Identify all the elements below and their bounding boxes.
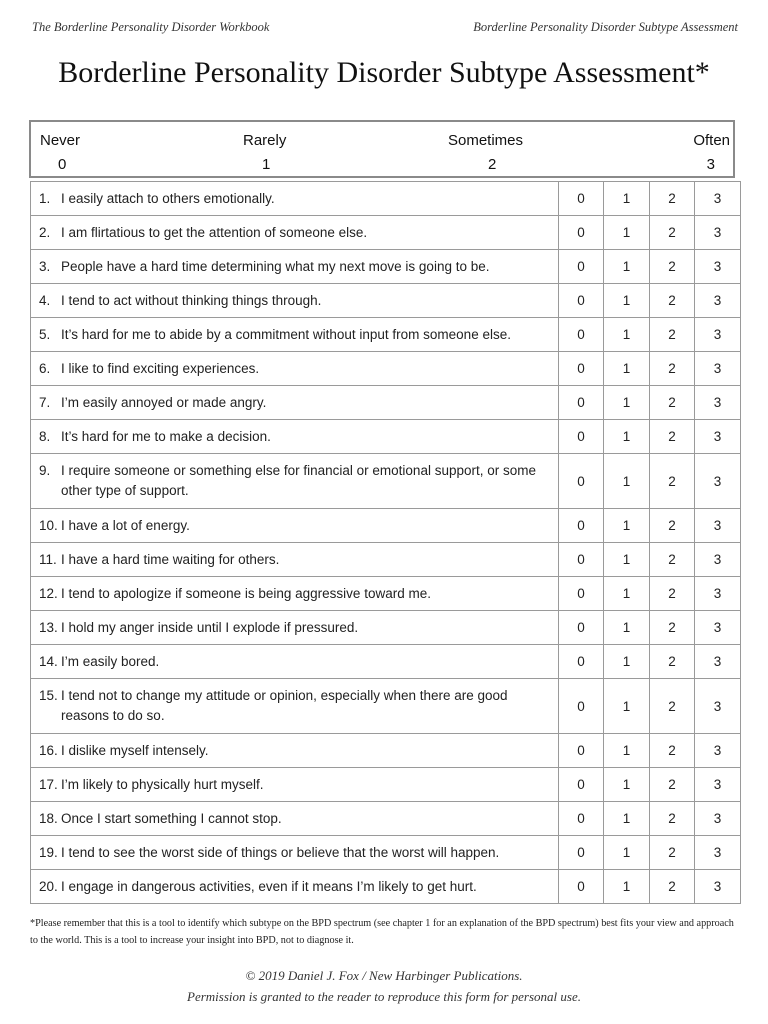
rating-option-3[interactable]: 3 bbox=[695, 352, 741, 386]
rating-option-0[interactable]: 0 bbox=[559, 734, 604, 768]
table-row bbox=[31, 509, 741, 543]
rating-option-1[interactable]: 1 bbox=[604, 318, 650, 352]
statement-number: 4. bbox=[39, 292, 51, 308]
statement-cell bbox=[31, 577, 559, 611]
statement-cell bbox=[31, 870, 559, 904]
rating-option-3[interactable]: 3 bbox=[695, 679, 741, 734]
scale-value-rarely: 1 bbox=[262, 156, 271, 173]
statement-text: I easily attach to others emotionally. bbox=[61, 190, 275, 206]
rating-option-2[interactable]: 2 bbox=[650, 420, 695, 454]
table-row bbox=[31, 645, 741, 679]
statement-text: I tend to apologize if someone is being aggressive toward me. bbox=[61, 585, 431, 601]
rating-option-3[interactable]: 3 bbox=[695, 645, 741, 679]
rating-option-3[interactable]: 3 bbox=[695, 420, 741, 454]
rating-option-3[interactable]: 3 bbox=[695, 870, 741, 904]
statement-cell bbox=[31, 802, 559, 836]
rating-option-1[interactable]: 1 bbox=[604, 386, 650, 420]
table-row bbox=[31, 386, 741, 420]
statement-number: 6. bbox=[39, 360, 51, 376]
rating-option-2[interactable]: 2 bbox=[650, 250, 695, 284]
rating-option-3[interactable]: 3 bbox=[695, 577, 741, 611]
running-head bbox=[32, 20, 738, 38]
rating-option-2[interactable]: 2 bbox=[650, 182, 695, 216]
statement-number: 9. bbox=[39, 463, 51, 478]
rating-option-2[interactable]: 2 bbox=[650, 577, 695, 611]
statement-cell bbox=[31, 611, 559, 645]
scale-value-sometimes: 2 bbox=[488, 156, 497, 173]
statement-text: It’s hard for me to abide by a commitment without input from someone else. bbox=[61, 326, 511, 342]
rating-option-3[interactable]: 3 bbox=[695, 182, 741, 216]
table-row bbox=[31, 679, 741, 734]
rating-option-3[interactable]: 3 bbox=[695, 802, 741, 836]
assessment-table bbox=[30, 181, 741, 904]
rating-option-1[interactable]: 1 bbox=[604, 734, 650, 768]
rating-option-0[interactable]: 0 bbox=[559, 870, 604, 904]
statement-number: 18. bbox=[39, 810, 58, 826]
statement-text: I have a lot of energy. bbox=[61, 517, 190, 533]
rating-option-0[interactable]: 0 bbox=[559, 768, 604, 802]
statement-cell bbox=[31, 182, 559, 216]
statement-text: I’m easily bored. bbox=[61, 653, 160, 669]
rating-option-1[interactable]: 1 bbox=[604, 509, 650, 543]
statement-cell bbox=[31, 318, 559, 352]
statement-text: I tend to act without thinking things through. bbox=[61, 292, 322, 308]
rating-option-3[interactable]: 3 bbox=[695, 454, 741, 509]
rating-option-1[interactable]: 1 bbox=[604, 679, 650, 734]
statement-number: 11. bbox=[39, 551, 57, 567]
statement-cell bbox=[31, 509, 559, 543]
copyright-notice bbox=[0, 965, 768, 1007]
statement-cell bbox=[31, 836, 559, 870]
table-row bbox=[31, 352, 741, 386]
table-row bbox=[31, 454, 741, 509]
rating-option-3[interactable]: 3 bbox=[695, 509, 741, 543]
rating-option-0[interactable]: 0 bbox=[559, 250, 604, 284]
page-title: Borderline Personality Disorder Subtype Assessment* bbox=[58, 56, 710, 89]
copyright-line: © 2019 Daniel J. Fox / New Harbinger Publications. bbox=[245, 968, 523, 983]
rating-option-0[interactable]: 0 bbox=[559, 182, 604, 216]
statement-text: I tend to see the worst side of things or believe that the worst will happen. bbox=[61, 844, 500, 860]
rating-option-1[interactable]: 1 bbox=[604, 543, 650, 577]
statement-cell bbox=[31, 352, 559, 386]
rating-option-0[interactable]: 0 bbox=[559, 284, 604, 318]
rating-option-1[interactable]: 1 bbox=[604, 454, 650, 509]
rating-option-3[interactable]: 3 bbox=[695, 284, 741, 318]
rating-option-0[interactable]: 0 bbox=[559, 679, 604, 734]
rating-option-2[interactable]: 2 bbox=[650, 836, 695, 870]
table-row bbox=[31, 420, 741, 454]
rating-option-3[interactable]: 3 bbox=[695, 386, 741, 420]
rating-scale-legend bbox=[29, 120, 735, 178]
statement-text: I am flirtatious to get the attention of someone else. bbox=[61, 224, 368, 240]
statement-cell bbox=[31, 734, 559, 768]
table-row bbox=[31, 870, 741, 904]
rating-option-1[interactable]: 1 bbox=[604, 870, 650, 904]
statement-cell bbox=[31, 454, 559, 509]
rating-option-0[interactable]: 0 bbox=[559, 352, 604, 386]
statement-number: 7. bbox=[39, 394, 51, 410]
table-row bbox=[31, 836, 741, 870]
scale-label-never: Never bbox=[40, 132, 81, 149]
rating-option-2[interactable]: 2 bbox=[650, 216, 695, 250]
statement-text: I require someone or something else for financial or emotional support, or some other type of support. bbox=[61, 463, 536, 498]
statement-number: 17. bbox=[39, 776, 58, 792]
statement-number: 1. bbox=[39, 190, 51, 206]
rating-option-2[interactable]: 2 bbox=[650, 679, 695, 734]
rating-option-1[interactable]: 1 bbox=[604, 768, 650, 802]
rating-option-0[interactable]: 0 bbox=[559, 836, 604, 870]
statement-number: 19. bbox=[39, 844, 58, 860]
rating-option-1[interactable]: 1 bbox=[604, 577, 650, 611]
rating-option-2[interactable]: 2 bbox=[650, 454, 695, 509]
statement-cell bbox=[31, 420, 559, 454]
statement-text: Once I start something I cannot stop. bbox=[61, 810, 282, 826]
statement-text: I hold my anger inside until I explode if pressured. bbox=[61, 619, 359, 635]
rating-option-2[interactable]: 2 bbox=[650, 386, 695, 420]
table-row bbox=[31, 543, 741, 577]
statement-number: 12. bbox=[39, 585, 58, 601]
statement-number: 2. bbox=[39, 224, 51, 240]
scale-label-rarely: Rarely bbox=[243, 132, 287, 149]
rating-option-3[interactable]: 3 bbox=[695, 611, 741, 645]
rating-option-2[interactable]: 2 bbox=[650, 509, 695, 543]
table-row bbox=[31, 250, 741, 284]
statement-number: 8. bbox=[39, 428, 51, 444]
statement-text: I’m likely to physically hurt myself. bbox=[61, 776, 264, 792]
rating-option-0[interactable]: 0 bbox=[559, 386, 604, 420]
rating-option-1[interactable]: 1 bbox=[604, 250, 650, 284]
statement-cell bbox=[31, 543, 559, 577]
statement-text: People have a hard time determining what my next move is going to be. bbox=[61, 258, 490, 274]
table-row bbox=[31, 284, 741, 318]
statement-text: I’m easily annoyed or made angry. bbox=[61, 394, 267, 410]
table-row bbox=[31, 734, 741, 768]
rating-option-2[interactable]: 2 bbox=[650, 284, 695, 318]
statement-number: 10. bbox=[39, 517, 58, 533]
table-row bbox=[31, 802, 741, 836]
statement-cell bbox=[31, 216, 559, 250]
rating-option-1[interactable]: 1 bbox=[604, 802, 650, 836]
statement-text: I have a hard time waiting for others. bbox=[61, 551, 280, 567]
rating-option-2[interactable]: 2 bbox=[650, 870, 695, 904]
statement-number: 3. bbox=[39, 258, 51, 274]
scale-label-sometimes: Sometimes bbox=[448, 132, 524, 149]
rating-option-2[interactable]: 2 bbox=[650, 734, 695, 768]
rating-option-3[interactable]: 3 bbox=[695, 216, 741, 250]
rating-option-2[interactable]: 2 bbox=[650, 352, 695, 386]
rating-option-3[interactable]: 3 bbox=[695, 543, 741, 577]
running-head-book-title: The Borderline Personality Disorder Workbook bbox=[32, 20, 270, 34]
statement-number: 5. bbox=[39, 326, 51, 342]
rating-option-0[interactable]: 0 bbox=[559, 509, 604, 543]
table-row bbox=[31, 577, 741, 611]
rating-option-1[interactable]: 1 bbox=[604, 611, 650, 645]
statement-cell bbox=[31, 679, 559, 734]
permission-line: Permission is granted to the reader to reproduce this form for personal use. bbox=[187, 989, 581, 1004]
rating-option-0[interactable]: 0 bbox=[559, 420, 604, 454]
rating-option-0[interactable]: 0 bbox=[559, 216, 604, 250]
rating-option-2[interactable]: 2 bbox=[650, 543, 695, 577]
rating-option-0[interactable]: 0 bbox=[559, 318, 604, 352]
table-row bbox=[31, 611, 741, 645]
statement-text: I tend not to change my attitude or opinion, especially when there are good reasons to do so. bbox=[61, 688, 508, 723]
scale-value-never: 0 bbox=[58, 156, 67, 173]
statement-cell bbox=[31, 284, 559, 318]
rating-option-2[interactable]: 2 bbox=[650, 318, 695, 352]
statement-cell bbox=[31, 645, 559, 679]
rating-option-1[interactable]: 1 bbox=[604, 182, 650, 216]
statement-cell bbox=[31, 386, 559, 420]
rating-option-2[interactable]: 2 bbox=[650, 645, 695, 679]
rating-option-0[interactable]: 0 bbox=[559, 645, 604, 679]
scale-label-often: Often bbox=[693, 132, 730, 149]
rating-option-2[interactable]: 2 bbox=[650, 768, 695, 802]
table-row bbox=[31, 182, 741, 216]
rating-option-1[interactable]: 1 bbox=[604, 352, 650, 386]
statement-number: 14. bbox=[39, 653, 58, 669]
table-row bbox=[31, 216, 741, 250]
rating-option-2[interactable]: 2 bbox=[650, 611, 695, 645]
statement-text: I like to find exciting experiences. bbox=[61, 360, 260, 376]
rating-option-3[interactable]: 3 bbox=[695, 836, 741, 870]
rating-option-0[interactable]: 0 bbox=[559, 611, 604, 645]
rating-option-1[interactable]: 1 bbox=[604, 284, 650, 318]
running-head-section-title: Borderline Personality Disorder Subtype Assessment bbox=[473, 20, 738, 34]
rating-option-1[interactable]: 1 bbox=[604, 645, 650, 679]
statement-number: 15. bbox=[39, 688, 58, 703]
statement-text: I engage in dangerous activities, even if it means I’m likely to get hurt. bbox=[61, 878, 477, 894]
rating-option-2[interactable]: 2 bbox=[650, 802, 695, 836]
table-row bbox=[31, 768, 741, 802]
rating-option-0[interactable]: 0 bbox=[559, 577, 604, 611]
rating-option-0[interactable]: 0 bbox=[559, 543, 604, 577]
scale-value-often: 3 bbox=[706, 156, 715, 173]
statement-text: I dislike myself intensely. bbox=[61, 742, 209, 758]
rating-option-0[interactable]: 0 bbox=[559, 802, 604, 836]
rating-option-3[interactable]: 3 bbox=[695, 734, 741, 768]
rating-option-1[interactable]: 1 bbox=[604, 836, 650, 870]
statement-number: 20. bbox=[39, 878, 58, 894]
footnote: *Please remember that this is a tool to identify which subtype on the BPD spectrum (see chapter 1 for an explanation of the BPD spectrum) best fits your view and approach to the world. This is a tool to increase your insight into BPD, not to diagnose it. bbox=[30, 918, 734, 946]
statement-number: 13. bbox=[39, 619, 58, 635]
rating-option-3[interactable]: 3 bbox=[695, 318, 741, 352]
rating-option-3[interactable]: 3 bbox=[695, 250, 741, 284]
statement-cell bbox=[31, 250, 559, 284]
rating-option-1[interactable]: 1 bbox=[604, 216, 650, 250]
rating-option-0[interactable]: 0 bbox=[559, 454, 604, 509]
table-row bbox=[31, 318, 741, 352]
statement-cell bbox=[31, 768, 559, 802]
rating-option-1[interactable]: 1 bbox=[604, 420, 650, 454]
rating-option-3[interactable]: 3 bbox=[695, 768, 741, 802]
statement-text: It’s hard for me to make a decision. bbox=[61, 428, 271, 444]
statement-number: 16. bbox=[39, 742, 58, 758]
assessment-table-body bbox=[31, 182, 741, 904]
